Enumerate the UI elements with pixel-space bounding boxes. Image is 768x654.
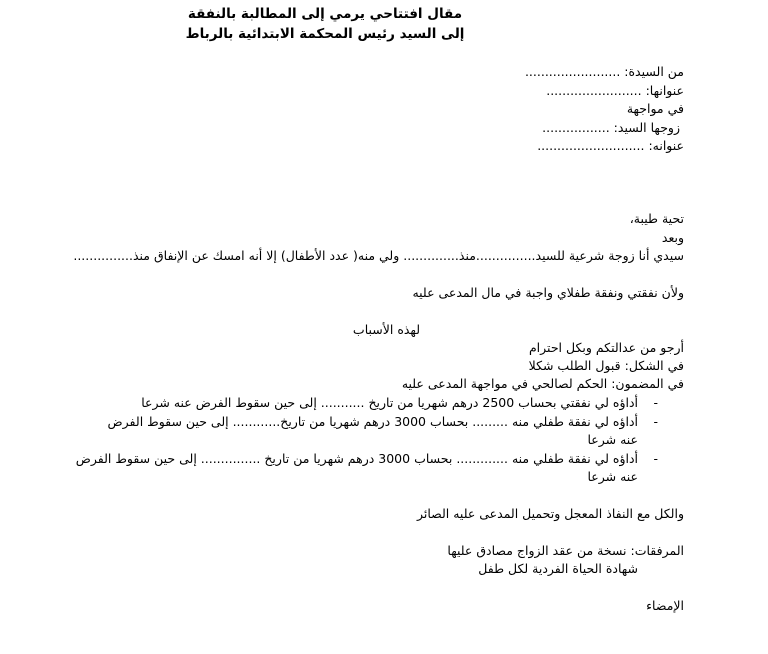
- list-bullet: -: [653, 395, 658, 410]
- request-item-3-cont: عنه شرعا: [587, 469, 638, 484]
- signature-label: الإمضاء: [646, 598, 684, 613]
- facts-paragraph: سيدي أنا زوجة شرعية للسيد...............منذ.............. ولي منه( عدد الأطفال) إلا أنه امسك عن الإنفاق منذ...............: [73, 248, 684, 263]
- plaintiff-name: من السيدة: ........................: [524, 64, 684, 79]
- after-greeting: وبعد: [661, 230, 684, 245]
- title-line-2: إلى السيد رئيس المحكمة الابتدائية بالرباط: [185, 26, 465, 42]
- form-line: في الشكل: قبول الطلب شكلا: [528, 358, 684, 373]
- request-item-2-cont: عنه شرعا: [587, 432, 638, 447]
- defendant-name: زوجها السيد: .................: [542, 120, 680, 135]
- attachments-line-2: شهادة الحياة الفردية لكل طفل: [478, 561, 638, 576]
- plea-line: أرجو من عدالتكم وبكل احترام: [528, 340, 684, 355]
- attachments-line-1: المرفقات: نسخة من عقد الزواج مصادق عليها: [447, 543, 684, 558]
- list-bullet: -: [653, 451, 658, 466]
- plaintiff-address: عنوانها: ........................: [546, 83, 684, 98]
- request-item-1: أداؤه لي نفقتي بحساب 2500 درهم شهريا من تاريخ ........... إلى حين سقوط الفرض عنه شرعا: [141, 395, 638, 410]
- closing-line: والكل مع النفاذ المعجل وتحميل المدعى عليه الصائر: [416, 506, 684, 521]
- defendant-address: عنوانه: ...........................: [537, 138, 684, 153]
- request-item-3: أداؤه لي نفقة طفلي منه ............. بحساب 3000 درهم شهريا من تاريخ ............... إلى حين سقوط الفرض: [75, 451, 638, 466]
- title-line-1: مقال افتتاحي يرمي إلى المطالبة بالنفقة: [187, 6, 463, 22]
- reasons-heading: لهذه الأسباب: [352, 322, 420, 337]
- against-label: في مواجهة: [626, 101, 684, 116]
- greeting: تحية طيبة،: [629, 211, 684, 226]
- obligation-paragraph: ولأن نفقتي ونفقة طفلاي واجبة في مال المدعى عليه: [412, 285, 684, 300]
- list-bullet: -: [653, 414, 658, 429]
- request-item-2: أداؤه لي نفقة طفلي منه ......... بحساب 3000 درهم شهريا من تاريخ............ إلى حين سقوط الفرض: [107, 414, 638, 429]
- substance-line: في المضمون: الحكم لصالحي في مواجهة المدعى عليه: [401, 376, 684, 391]
